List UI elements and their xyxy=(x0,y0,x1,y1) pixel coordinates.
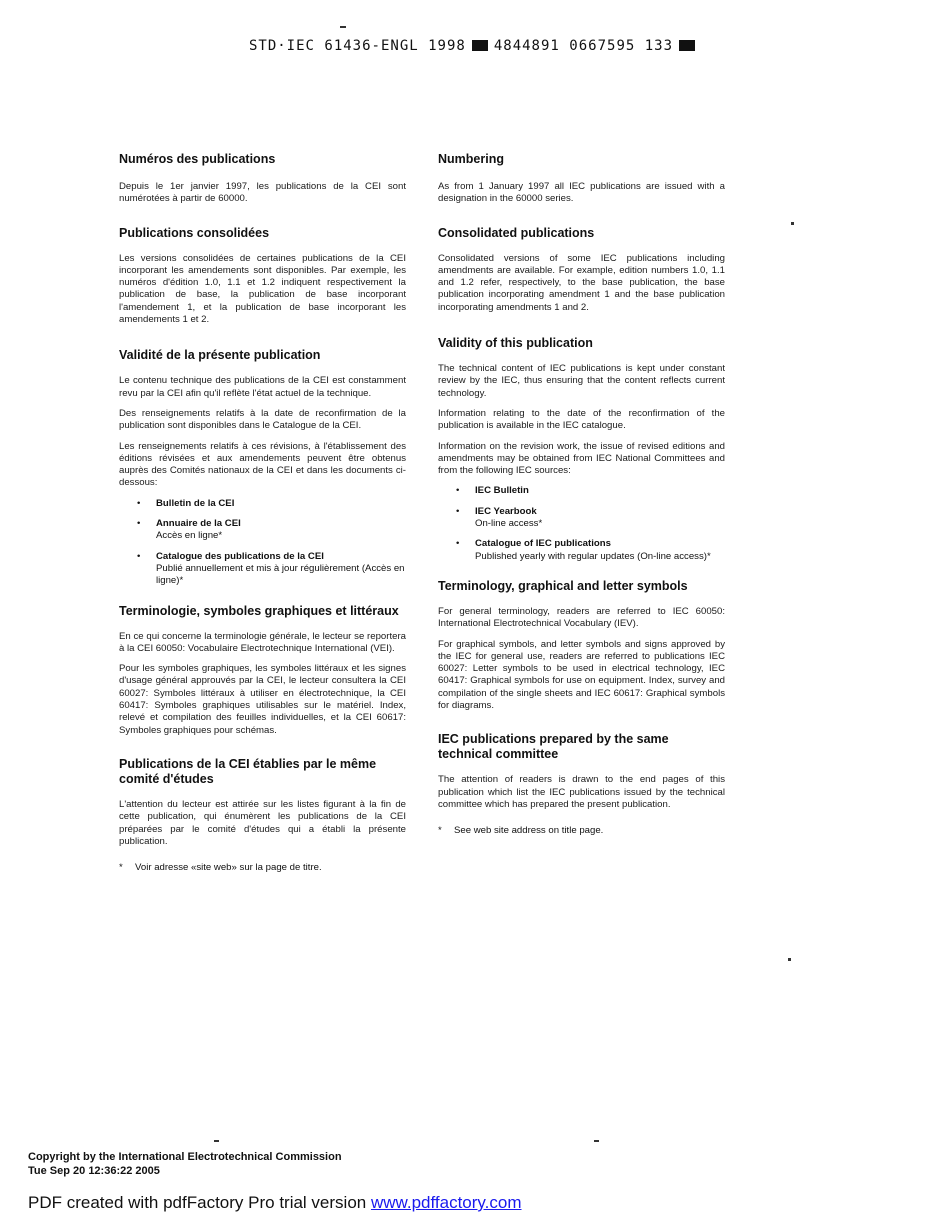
list-item: • Catalogue of IEC publications Published yearly with regular updates (On-line access)* xyxy=(456,538,711,562)
list-item: • Annuaire de la CEI Accès en ligne* xyxy=(137,518,241,542)
en-committee-text: The attention of readers is drawn to the end pages of this publication which list the IEC publications issued by the technical committee which has prepared the present publication. xyxy=(438,774,725,810)
en-footnote: * See web site address on title page. xyxy=(438,825,604,837)
en-validity-p1: The technical content of IEC publications is kept under constant review by the IEC, thus ensuring that the content reflects current technology. xyxy=(438,363,725,399)
copyright-footer xyxy=(28,1150,342,1178)
copyright-line: Copyright by the International Electrotechnical Commission xyxy=(28,1151,342,1163)
scan-speck xyxy=(340,26,346,28)
pdffactory-link[interactable]: www.pdffactory.com xyxy=(370,1193,522,1212)
en-terminology-p1: For general terminology, readers are referred to IEC 60050: International Electrotechnical Vocabulary (IEV). xyxy=(438,605,725,630)
document-header-code xyxy=(0,38,950,54)
timestamp-line: Tue Sep 20 12:36:22 2005 xyxy=(28,1165,160,1177)
en-terminology-p2: For graphical symbols, and letter symbols and signs approved by the IEC for general use, readers are referred to publications IEC 60027: Letter symbols to be used in electrical technology, IEC 60417: Graphical symbols for use on equipment. Index, survey and compilation of the single sheets and IEC 60617: Graphical symbols for diagrams. xyxy=(438,638,725,712)
en-validity-p2: Information relating to the date of the reconfirmation of the publication is available in the IEC catalogue. xyxy=(438,407,725,432)
fr-sources-list xyxy=(119,498,406,588)
scan-speck xyxy=(594,1140,599,1142)
fr-committee-text: L'attention du lecteur est attirée sur les listes figurant à la fin de cette publication, qui énumèrent les publications de la CEI préparées par le comité d'études qui a établi la présente publication. xyxy=(119,798,406,847)
en-committee-title: IEC publications prepared by the same technical committee xyxy=(438,732,669,762)
doc-code-1: 4844891 xyxy=(493,38,560,54)
fr-validity-p2: Des renseignements relatifs à la date de reconfirmation de la publication sont disponibles dans le Catalogue de la CEI. xyxy=(119,407,406,432)
list-item: • Bulletin de la CEI xyxy=(137,497,235,509)
fr-terminology-title: Terminologie, symboles graphiques et littéraux xyxy=(119,603,399,618)
fr-terminology-p2: Pour les symboles graphiques, les symboles littéraux et les signes d'usage général approuvés par la CEI, le lecteur consultera la CEI 60027: Symboles littéraux à utiliser en électrotechnique, la CEI 60417: Symboles graphiques utilisables sur le matériel. Index, relevé et compilation des feuilles individuelles, et la CEI 60617: Symboles graphiques pour schémas. xyxy=(119,663,406,736)
english-column xyxy=(438,152,725,837)
en-numbering-text: As from 1 January 1997 all IEC publications are issued with a designation in the 60000 series. xyxy=(438,181,725,205)
fr-validity-p1: Le contenu technique des publications de la CEI est constamment revu par la CEI afin qu'il reflète l'état actuel de la technique. xyxy=(119,375,406,399)
fr-committee-title: Publications de la CEI établies par le même comité d'études xyxy=(119,756,377,786)
en-terminology-title: Terminology, graphical and letter symbols xyxy=(438,578,688,593)
en-consolidated-text: Consolidated versions of some IEC publications including amendments are available. For example, edition numbers 1.0, 1.1 and 1.2 refer, respectively, to the base publication, the base publication incorporating amendment 1 and the base publication incorporating amendments 1 and 2. xyxy=(438,252,725,313)
en-consolidated-title: Consolidated publications xyxy=(438,225,595,240)
fr-terminology-p1: En ce qui concerne la terminologie générale, le lecteur se reportera à la CEI 60050: Vocabulaire Electrotechnique International (VEI). xyxy=(119,630,406,654)
en-numbering-title: Numbering xyxy=(438,152,504,166)
pdf-banner-text: PDF created with pdfFactory Pro trial version xyxy=(28,1193,371,1212)
fr-validity-title: Validité de la présente publication xyxy=(119,348,321,363)
en-validity-p3: Information on the revision work, the issue of revised editions and amendments may be obtained from IEC National Committees and from the following IEC sources: xyxy=(438,440,725,477)
scan-speck xyxy=(214,1140,219,1142)
fr-numbering-text: Depuis le 1er janvier 1997, les publications de la CEI sont numérotées à partir de 60000. xyxy=(119,181,406,205)
en-sources-list xyxy=(438,485,725,562)
fr-consolidated-text: Les versions consolidées de certaines publications de la CEI incorporant les amendements sont disponibles. Par exemple, les numéros d'édition 1.0, 1.1 et 1.2 indiquent respectivement la publication de base, la publication de base incorporant l'amendement 1, et la publication de base incorporant les amendements 1 et 2. xyxy=(119,252,406,326)
en-validity-title: Validity of this publication xyxy=(438,336,593,351)
doc-code-2: 0667595 133 xyxy=(569,38,674,54)
scan-speck xyxy=(788,958,791,961)
fr-footnote: * Voir adresse «site web» sur la page de titre. xyxy=(119,862,322,874)
list-item: • Catalogue des publications de la CEI Publié annuellement et mis à jour régulièrement (Accès en ligne)* xyxy=(137,550,405,587)
pdf-banner xyxy=(28,1193,522,1213)
doc-id: STD·IEC 61436-ENGL 1998 xyxy=(248,38,466,54)
fr-consolidated-title: Publications consolidées xyxy=(119,225,270,240)
barcode-block xyxy=(679,40,695,51)
french-column xyxy=(119,152,406,874)
barcode-block xyxy=(472,40,488,51)
list-item: • IEC Bulletin xyxy=(456,485,529,497)
fr-validity-p3: Les renseignements relatifs à ces révisions, à l'établissement des éditions révisées et aux amendements peuvent être obtenus auprès des Comités nationaux de la CEI et dans les documents ci-dessous: xyxy=(119,440,406,489)
fr-numbering-title: Numéros des publications xyxy=(119,152,276,166)
scan-speck xyxy=(791,222,794,225)
list-item: • IEC Yearbook On-line access* xyxy=(456,505,543,530)
